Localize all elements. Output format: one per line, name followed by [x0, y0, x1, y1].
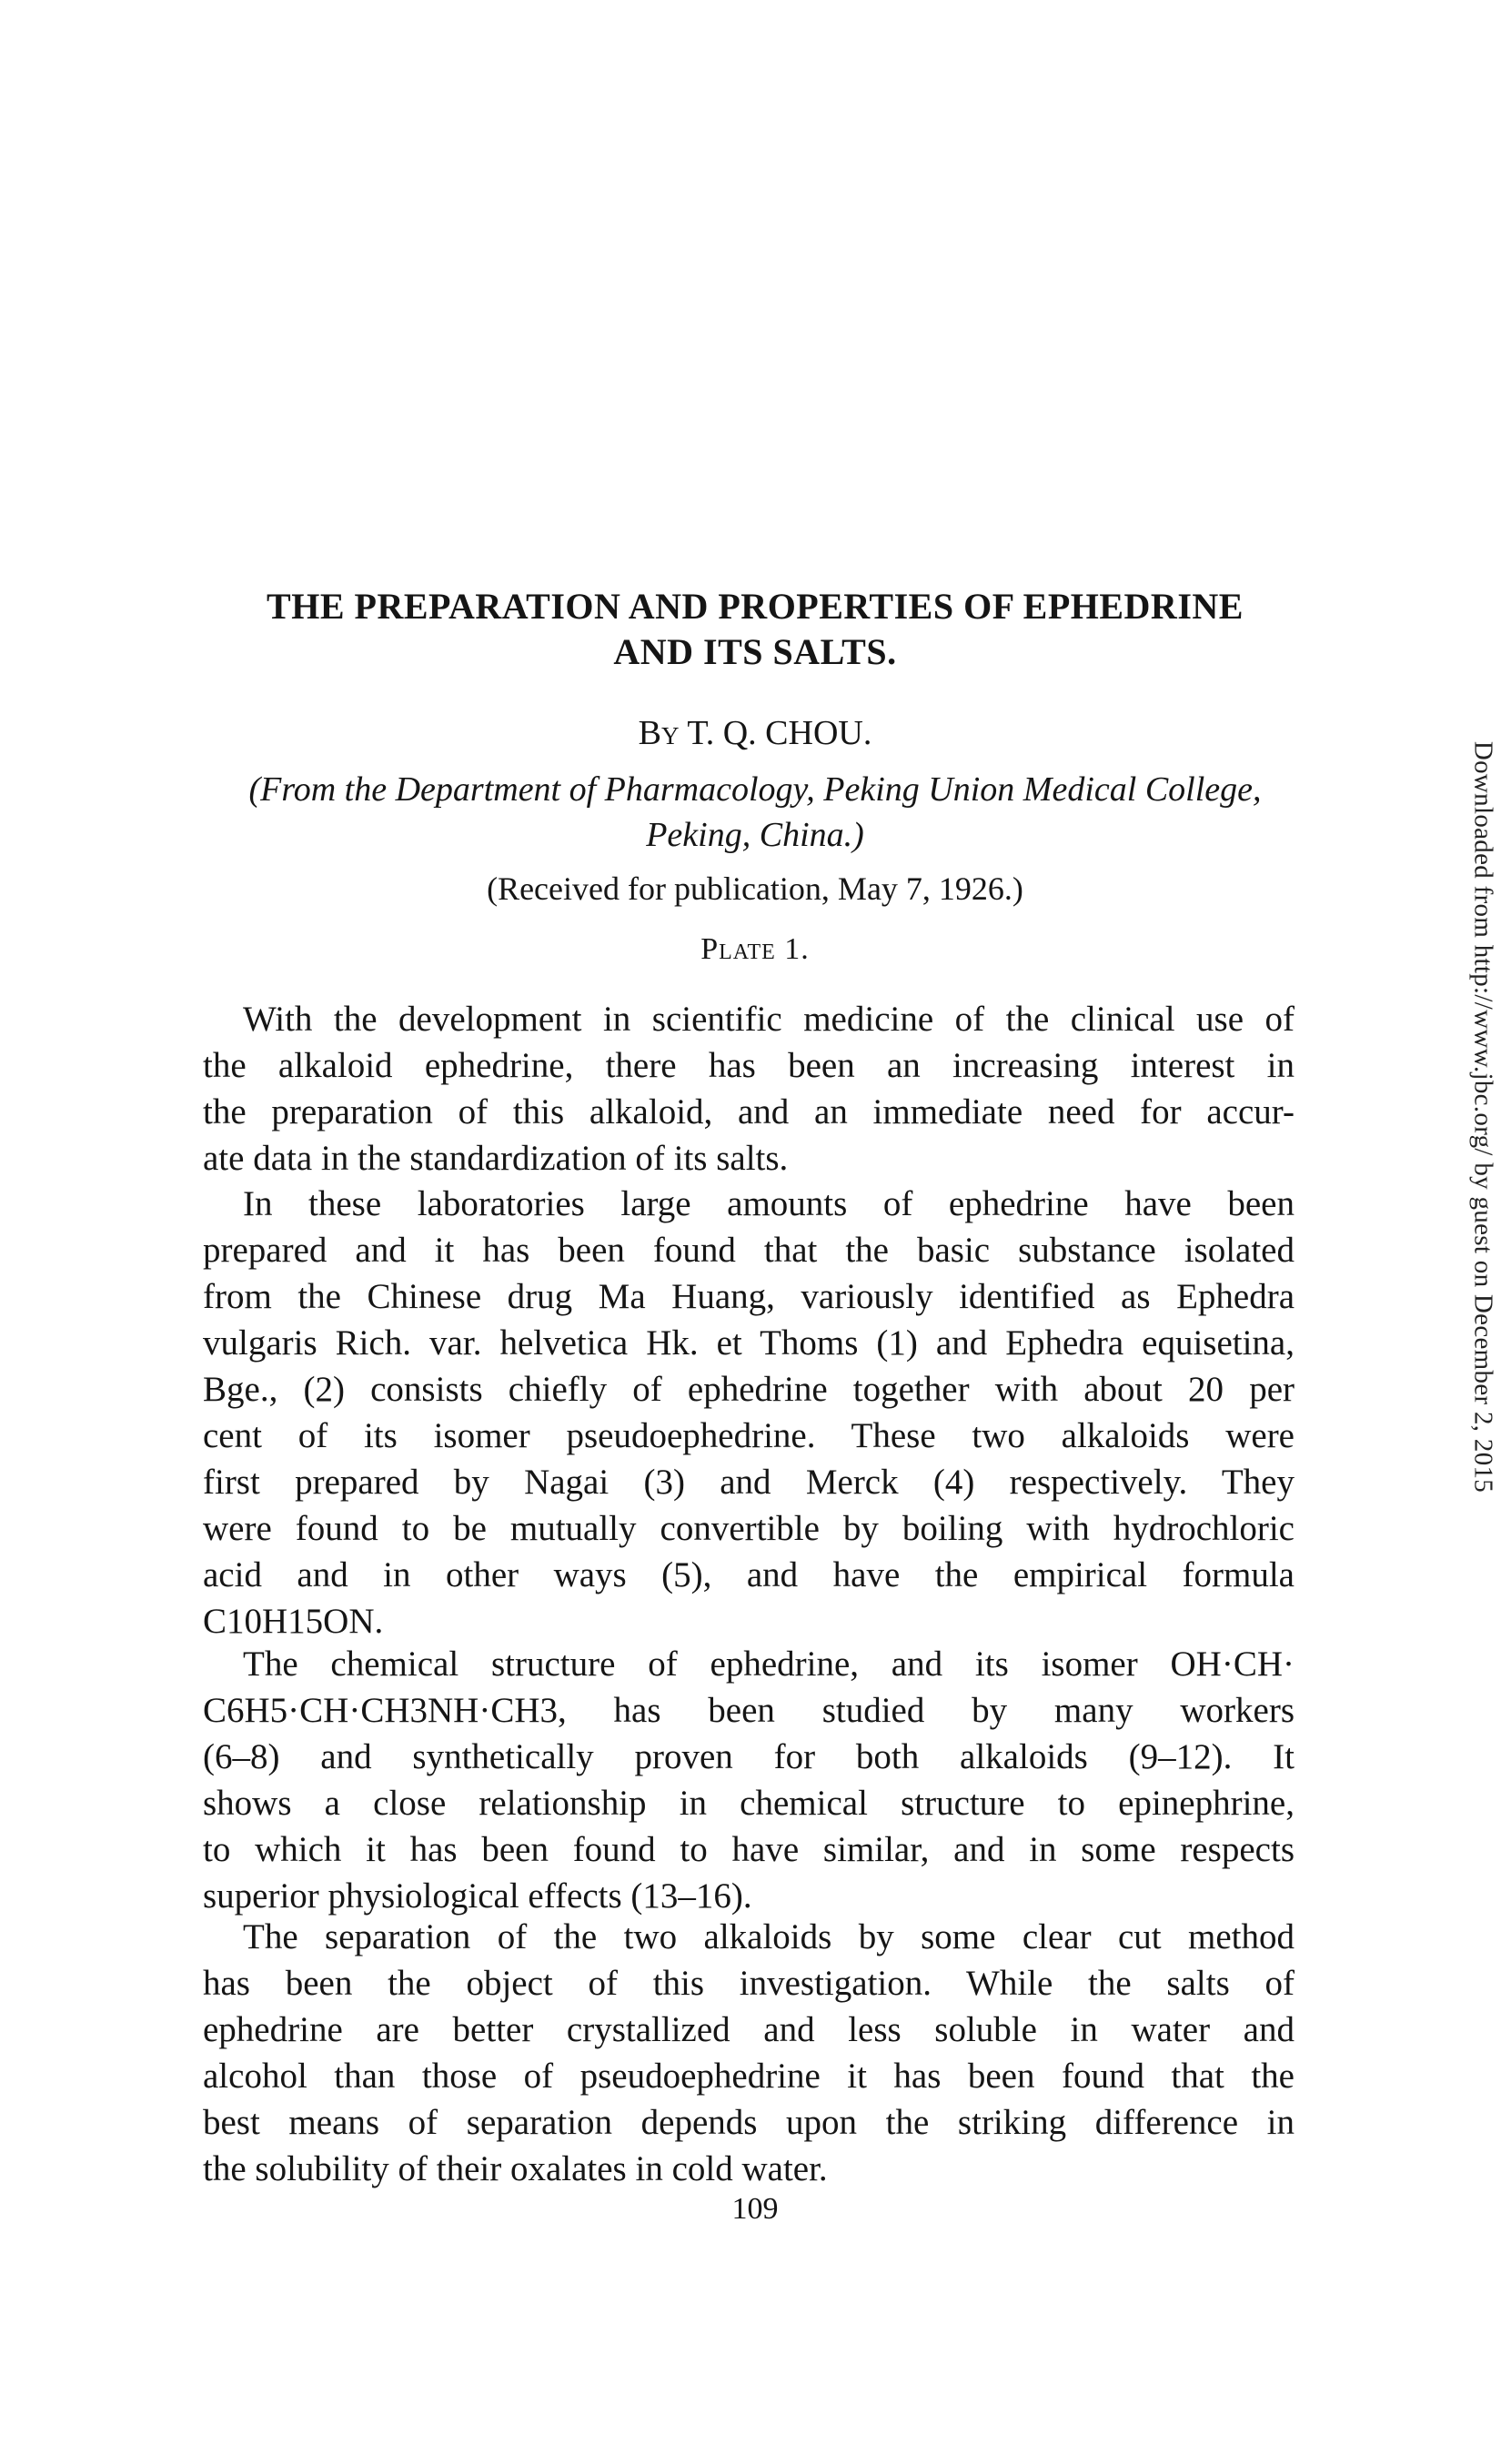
- byline-by: By: [638, 714, 680, 752]
- paragraph-line: first prepared by Nagai (3) and Merck (4) respectively. They: [203, 1463, 1294, 1502]
- plate-label: Plate 1.: [700, 932, 810, 966]
- paragraph-line: the solubility of their oxalates in cold water.: [203, 2149, 828, 2188]
- paragraph-line: the alkaloid ephedrine, there has been an increasing interest in: [203, 1046, 1294, 1085]
- affiliation-line-1: (From the Department of Pharmacology, Peking Union Medical College,: [248, 770, 1262, 809]
- watermark-link[interactable]: http://www.jbc.org/: [1468, 944, 1498, 1156]
- paragraph-line: ephedrine are better crystallized and less soluble in water and: [203, 2010, 1294, 2049]
- paragraph-line: prepared and it has been found that the basic substance isolated: [203, 1231, 1294, 1270]
- paragraph-line: to which it has been found to have similar, and in some respects: [203, 1830, 1294, 1869]
- paragraph-line: The separation of the two alkaloids by some clear cut method: [243, 1917, 1294, 1956]
- paragraph-line: With the development in scientific medicine of the clinical use of: [243, 1000, 1294, 1039]
- body-paragraph-2: [203, 1181, 1294, 1644]
- paragraph-line: acid and in other ways (5), and have the empirical formula: [203, 1555, 1294, 1594]
- paragraph-line: shows a close relationship in chemical structure to epinephrine,: [203, 1784, 1294, 1823]
- article-title-line-2: AND ITS SALTS.: [613, 631, 897, 672]
- paragraph-line: alcohol than those of pseudoephedrine it has been found that the: [203, 2057, 1294, 2096]
- received-date: (Received for publication, May 7, 1926.): [487, 870, 1023, 907]
- page-number: 109: [731, 2192, 779, 2226]
- article-title-line-1: THE PREPARATION AND PROPERTIES OF EPHEDRINE: [267, 586, 1244, 627]
- watermark-prefix: Downloaded from: [1468, 740, 1498, 945]
- paragraph-line: C6H5·CH·CH3NH·CH3, has been studied by many workers: [203, 1691, 1294, 1730]
- paragraph-line: In these laboratories large amounts of ephedrine have been: [243, 1184, 1294, 1223]
- paragraph-line: (6–8) and synthetically proven for both alkaloids (9–12). It: [203, 1737, 1294, 1776]
- body-paragraph-1: [203, 996, 1294, 1182]
- author-name: T. Q. CHOU.: [687, 714, 872, 752]
- paragraph-line: vulgaris Rich. var. helvetica Hk. et Thoms (1) and Ephedra equisetina,: [203, 1323, 1294, 1363]
- paragraph-line: best means of separation depends upon the striking difference in: [203, 2103, 1294, 2142]
- paragraph-line: the preparation of this alkaloid, and an immediate need for accur-: [203, 1092, 1294, 1131]
- paragraph-line: has been the object of this investigation. While the salts of: [203, 1964, 1294, 2003]
- paragraph-line: superior physiological effects (13–16).: [203, 1876, 752, 1916]
- paragraph-line: from the Chinese drug Ma Huang, variously identified as Ephedra: [203, 1277, 1294, 1316]
- paragraph-line: cent of its isomer pseudoephedrine. These two alkaloids were: [203, 1416, 1294, 1455]
- watermark-suffix: by guest on December 2, 2015: [1468, 1155, 1498, 1493]
- paragraph-line: The chemical structure of ephedrine, and its isomer OH·CH·: [243, 1644, 1294, 1684]
- paragraph-line: ate data in the standardization of its salts.: [203, 1139, 789, 1178]
- byline: [182, 713, 1328, 753]
- paragraph-line: were found to be mutually convertible by boiling with hydrochloric: [203, 1509, 1294, 1548]
- body-paragraph-4: [203, 1914, 1294, 2192]
- download-watermark: [1468, 741, 1498, 1493]
- paragraph-line: C10H15ON.: [203, 1602, 384, 1641]
- body-paragraph-3: [203, 1641, 1294, 1919]
- affiliation-line-2: Peking, China.): [646, 816, 864, 854]
- paragraph-line: Bge., (2) consists chiefly of ephedrine together with about 20 per: [203, 1370, 1294, 1409]
